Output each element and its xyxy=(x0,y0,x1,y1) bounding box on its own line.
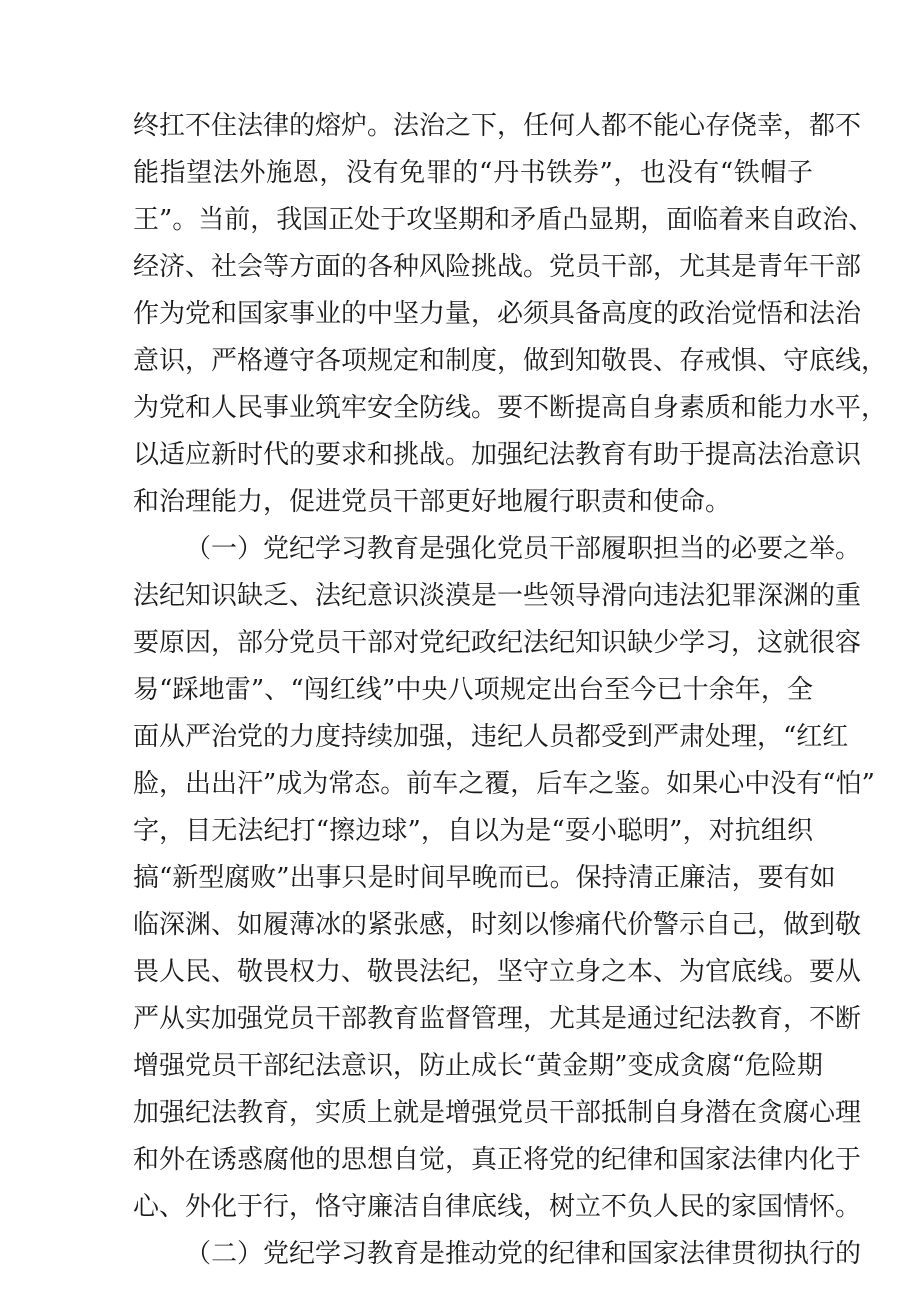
text-line: 要原因，部分党员干部对党纪政纪法纪知识缺少学习，这就很容 xyxy=(133,628,862,658)
text-line: 字，目无法纪打“擦边球”，自以为是“耍小聪明”，对抗组织 xyxy=(133,816,813,846)
text-line: 增强党员干部纪法意识，防止成长“黄金期”变成贪腐“危险期 xyxy=(133,1051,823,1081)
text-line: 以适应新时代的要求和挑战。加强纪法教育有助于提高法治意识 xyxy=(133,440,862,470)
text-line: 面从严治党的力度持续加强，违纪人员都受到严肃处理，“红红 xyxy=(133,722,849,752)
text-line: 作为党和国家事业的中坚力量，必须具备高度的政治觉悟和法治 xyxy=(133,299,862,329)
text-line: 加强纪法教育，实质上就是增强党员干部抵制自身潜在贪腐心理 xyxy=(133,1098,862,1128)
text-line: 脸，出出汗”成为常态。前车之覆，后车之鉴。如果心中没有“怕” xyxy=(133,769,875,799)
text-line: 严从实加强党员干部教育监督管理，尤其是通过纪法教育，不断 xyxy=(133,1004,862,1034)
text-line: 和治理能力，促进党员干部更好地履行职责和使命。 xyxy=(133,487,732,517)
text-line: 搞“新型腐败”出事只是时间早晚而已。保持清正廉洁，要有如 xyxy=(133,863,836,893)
text-line: 经济、社会等方面的各种风险挑战。党员干部，尤其是青年干部 xyxy=(133,252,862,282)
text-line: 心、外化于行，恪守廉洁自律底线，树立不负人民的家国情怀。 xyxy=(133,1192,862,1222)
text-line: 为党和人民事业筑牢安全防线。要不断提高自身素质和能力水平， xyxy=(133,393,888,423)
text-line: 法纪知识缺乏、法纪意识淡漠是一些领导滑向违法犯罪深渊的重 xyxy=(133,581,862,611)
text-line: 王”。当前，我国正处于攻坚期和矛盾凸显期，面临着来自政治、 xyxy=(133,205,875,235)
text-line: 意识，严格遵守各项规定和制度，做到知敬畏、存戒惧、守底线， xyxy=(133,346,888,376)
section-heading-1: （一）党纪学习教育是强化党员干部履职担当的必要之举。 xyxy=(185,534,862,564)
text-line: 临深渊、如履薄冰的紧张感，时刻以惨痛代价警示自己，做到敬 xyxy=(133,910,862,940)
text-line: 易“踩地雷”、“闯红线”中央八项规定出台至今已十余年，全 xyxy=(133,675,813,705)
text-line: 和外在诱惑腐他的思想自觉，真正将党的纪律和国家法律内化于 xyxy=(133,1145,862,1175)
section-heading-2: （二）党纪学习教育是推动党的纪律和国家法律贯彻执行的 xyxy=(185,1239,862,1269)
text-line: 能指望法外施恩，没有免罪的“丹书铁券”，也没有“铁帽子 xyxy=(133,158,813,188)
text-line: 终扛不住法律的熔炉。法治之下，任何人都不能心存侥幸，都不 xyxy=(133,111,862,141)
text-line: 畏人民、敬畏权力、敬畏法纪，坚守立身之本、为官底线。要从 xyxy=(133,957,862,987)
